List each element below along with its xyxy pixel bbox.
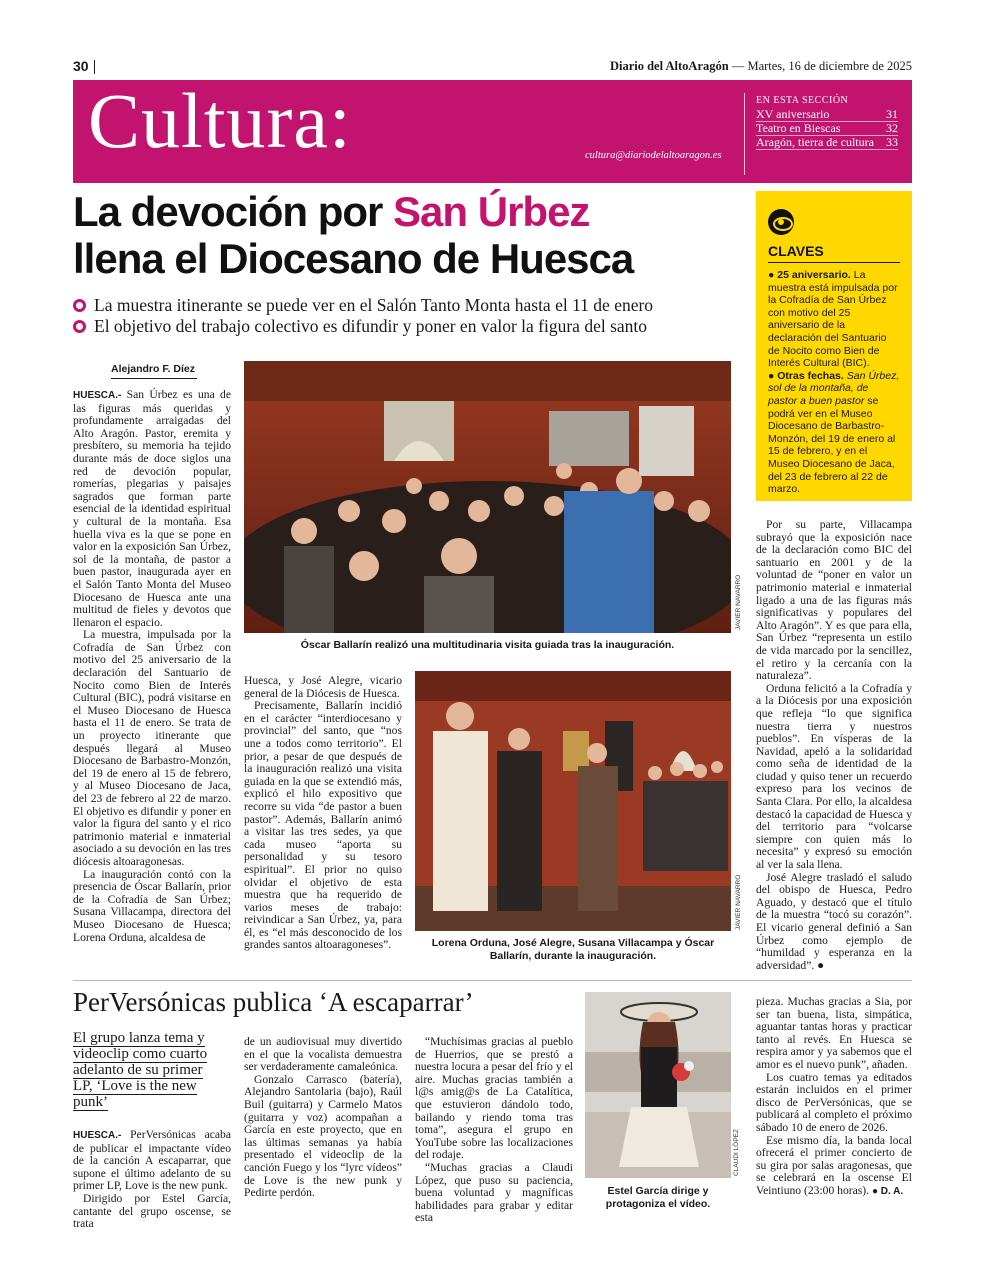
byline: Alejandro F. Díez xyxy=(111,363,196,375)
ring-bullet-icon xyxy=(73,299,86,312)
masthead xyxy=(610,59,912,74)
section-index-item[interactable]: XV aniversario 31 xyxy=(756,107,898,121)
story1-column-2 xyxy=(244,675,402,952)
paragraph: Precisamente, Ballarín incidió en el carácter “interdiocesano y provincial” del santo, que “nos une a todos como territorio”. El prior, a pesar de que después de la inauguración realizó una visita guiada en la que se extendió más, explicó el hilo expositivo que recorre su vida “de pastor a buen pastor”. Además, Ballarín animó a visitar las tres sedes, ya que cada museo “aporta su personalidad y su tesoro espiritual”. El prior no quiso olvidar el objetivo de esta muestra que ha requerido de varios meses de trabajo: reivindicar a San Úrbez, ya, para él, es “el más desconocido de los grandes santos altoaragoneses”. xyxy=(244,699,402,952)
story1-column-1 xyxy=(73,389,231,944)
paragraph: Huesca, y José Alegre, vicario general de la Diócesis de Huesca. xyxy=(244,674,402,700)
story1-deck-1: La muestra itinerante se puede ver en el Salón Tanto Monta hasta el 11 de enero xyxy=(73,295,743,316)
divider xyxy=(73,980,912,981)
page-number: 30 xyxy=(73,58,89,74)
story2-column-3 xyxy=(415,1036,573,1225)
paragraph: “Muchas gracias a Claudi López, que puso su paciencia, buena voluntad y magníficas habilidades para grabar y editar esta xyxy=(415,1160,573,1225)
story1-deck-2: El objetivo del trabajo colectivo es difundir y poner en valor la figura del santo xyxy=(73,316,743,337)
banner-divider xyxy=(744,93,745,175)
story2-column-4 xyxy=(756,996,912,1199)
issue-date: — Martes, 16 de diciembre de 2025 xyxy=(731,59,912,73)
paragraph: José Alegre trasladó el saludo del obispo de Huesca, Pedro Aguado, y destacó que el título de la muestra “tocó su corazón”. El vicario general definió a San Úrbez como ejemplo de “humildad y esperanza en la adversidad”. ● xyxy=(756,870,912,972)
paragraph: Por su parte, Villacampa subrayó que la exposición nace de la declaración como BIC del santuario en 2001 y de la voluntad de “poner en valor un patrimonio material e inmaterial ligado a una de las figuras más significativas y populares del Alto Aragón”. Y es que para ella, San Úrbez “representa un estilo de vida marcado por la sencillez, el retiro y la cercanía con la naturaleza”. xyxy=(756,518,912,683)
photo-credit: JAVIER NAVARRO xyxy=(735,574,742,630)
story1-headline: La devoción por San Úrbez llena el Diocesano de Huesca xyxy=(73,188,634,282)
paragraph: “Muchísimas gracias al pueblo de Huerrios, que se prestó a nuestra locura a pesar del frío y el aire. Muchas gracias también a l@s amig@s de La Catalítica, que estuvieron dándolo todo, bailando y riendo toma tras toma”, asegura el grupo en YouTube sobre las localizaciones del rodaje. xyxy=(415,1035,573,1162)
claves-title: CLAVES xyxy=(768,243,900,263)
photo-caption: Lorena Orduna, José Alegre, Susana Villacampa y Óscar Ballarín, durante la inauguración. xyxy=(431,937,715,962)
paragraph: Dirigido por Estel García, cantante del grupo oscense, se trata xyxy=(73,1191,231,1231)
paragraph: Los cuatro temas ya editados estarán incluidos en el primer disco de PerVersónicas, que se publicará al completo el próximo sábado 10 de enero de 2026. xyxy=(756,1070,912,1134)
section-index-heading: EN ESTA SECCIÓN xyxy=(756,95,849,106)
story2-deck: El grupo lanza tema y videoclip como cuarto adelanto de su primer LP, ‘Love is the new punk’ xyxy=(73,1030,208,1110)
paragraph: Orduna felicitó a la Cofradía y a la Diócesis por una exposición que refleja “lo que significa nuestra tierra y nuestros pueblos”. En vísperas de la Navidad, apeló a la solidaridad como seña de identidad de la ciudad y quiso tener un recuerdo expreso para los vecinos de Santa Clara. Por ello, la alcaldesa destacó la capacidad de Huesca y del territorio para “volcarse siempre con quien más lo necesita” y expresó su emoción al ver la sala llena. xyxy=(756,681,912,872)
photo-authorities xyxy=(415,671,731,931)
paragraph: de un audiovisual muy divertido en el que la vocalista demuestra ser verdaderamente camaleónica. xyxy=(244,1035,402,1074)
story2-column-1 xyxy=(73,1129,231,1231)
photo-caption: Óscar Ballarín realizó una multitudinaria visita guiada tras la inauguración. xyxy=(300,639,675,651)
claves-box xyxy=(756,191,912,501)
paragraph: Ese mismo día, la banda local ofrecerá el primer concierto de su gira por salas aragonesas, que se celebrará en la oscense El Veintiuno (23:00 horas). ● D. A. xyxy=(756,1133,912,1197)
section-email[interactable]: cultura@diariodelaltoaragon.es xyxy=(585,150,722,161)
photo-credit: CLAUDI LÓPEZ xyxy=(733,1129,740,1176)
photo-singer xyxy=(585,992,731,1178)
claves-item: ● Otras fechas. San Úrbez, sol de la montaña, de pastor a buen pastor se podrá ver en el Museo Diocesano de Barbastro-Monzón, del 19 de enero al 15 de febrero, y en el Museo Diocesano de Jaca, del 23 de febrero al 22 de marzo. xyxy=(768,369,900,496)
headline-highlight: San Úrbez xyxy=(393,188,590,235)
story1-column-4 xyxy=(756,519,912,972)
section-index-item[interactable]: Aragón, tierra de cultura 33 xyxy=(756,135,898,149)
end-mark: ● xyxy=(817,958,825,972)
signature: ● D. A. xyxy=(871,1185,904,1197)
newspaper-name: Diario del AltoAragón xyxy=(609,59,729,73)
paragraph: HUESCA.- San Úrbez es una de las figuras más queridas y profundamente arraigadas del Alto Aragón. Pastor, eremita y presbítero, su memoria ha tejido durante más de doce siglos una red de devoción popular, romerías, plegarias y paisajes sagrados que forman parte esencial de la identidad espiritual y cultural de la montaña. Esa huella viva es la que se pone en valor en la exposición San Úrbez, sol de la montaña, de pastor a buen pastor, inaugurada ayer en el Salón Tanto Monta del Museo Diocesano de Huesca ante una multitud de fieles y devotos que llenaron el espacio. xyxy=(73,388,231,629)
paragraph: Gonzalo Carrasco (batería), Alejandro Santolaria (bajo), Raúl Buil (guitarra) y Carmelo Matos (guitarra y voz) acompañan a García en este proyecto, que en las últimas semanas ya había presentado el videoclip de la canción Fuego y los “lyrc vídeos” de Love is the new punk y Pedirte perdón. xyxy=(244,1072,402,1200)
story2-headline: PerVersónicas publica ‘A escaparrar’ xyxy=(73,987,474,1017)
paragraph: pieza. Muchas gracias a Sia, por ser tan buena, lista, simpática, aguantar tantas horas y practicar tanto al revés. En Huesca se respira amor y ya sabemos que el amor es el nuevo punk”, añaden. xyxy=(756,995,912,1071)
claves-item: ● 25 aniversario. La muestra está impulsada por la Cofradía de San Úrbez con motivo del 25 aniversario de la declaración del Santuario de Nocito como Bien de Interés Cultural (BIC). xyxy=(768,269,898,370)
ring-bullet-icon xyxy=(73,320,86,333)
photo-crowd xyxy=(244,361,731,633)
section-index-item[interactable]: Teatro en Biescas 32 xyxy=(756,121,898,135)
divider xyxy=(111,378,197,379)
section-index xyxy=(756,95,898,150)
paragraph: La inauguración contó con la presencia de Óscar Ballarín, prior de la Cofradía de San Úrbez; Susana Villacampa, directora del Museo Diocesano de Huesca; Lorena Orduna, alcaldesa de xyxy=(73,867,231,944)
section-title: Cultura: xyxy=(88,77,352,164)
divider xyxy=(94,60,95,74)
story2-column-2 xyxy=(244,1036,402,1200)
photo-credit: JAVIER NAVARRO xyxy=(735,874,742,930)
paragraph: HUESCA.- PerVersónicas acaba de publicar el impactante vídeo de la canción A escaparrar, que supone el último adelanto de su primer LP, Love is the new punk. xyxy=(73,1128,231,1193)
eye-icon xyxy=(768,209,794,235)
photo-caption: Estel García dirige y protagoniza el vídeo. xyxy=(605,1185,711,1210)
paragraph: La muestra, impulsada por la Cofradía de San Úrbez con motivo del 25 aniversario de la declaración del Santuario de Nocito como Bien de Interés Cultural (BIC), podrá visitarse en el Museo Diocesano de Huesca hasta el 11 de enero. Se trata de un proyecto itinerante que después llegará al Museo Diocesano de Barbastro-Monzón, del 19 de enero al 15 de febrero, y al Museo Diocesano de Jaca, del 23 de febrero al 22 de marzo. El objetivo es difundir y poner en valor la figura del santo y el rico patrimonio material e inmaterial asociado a su devoción en las tres diócesis altoaragonesas. xyxy=(73,628,231,868)
